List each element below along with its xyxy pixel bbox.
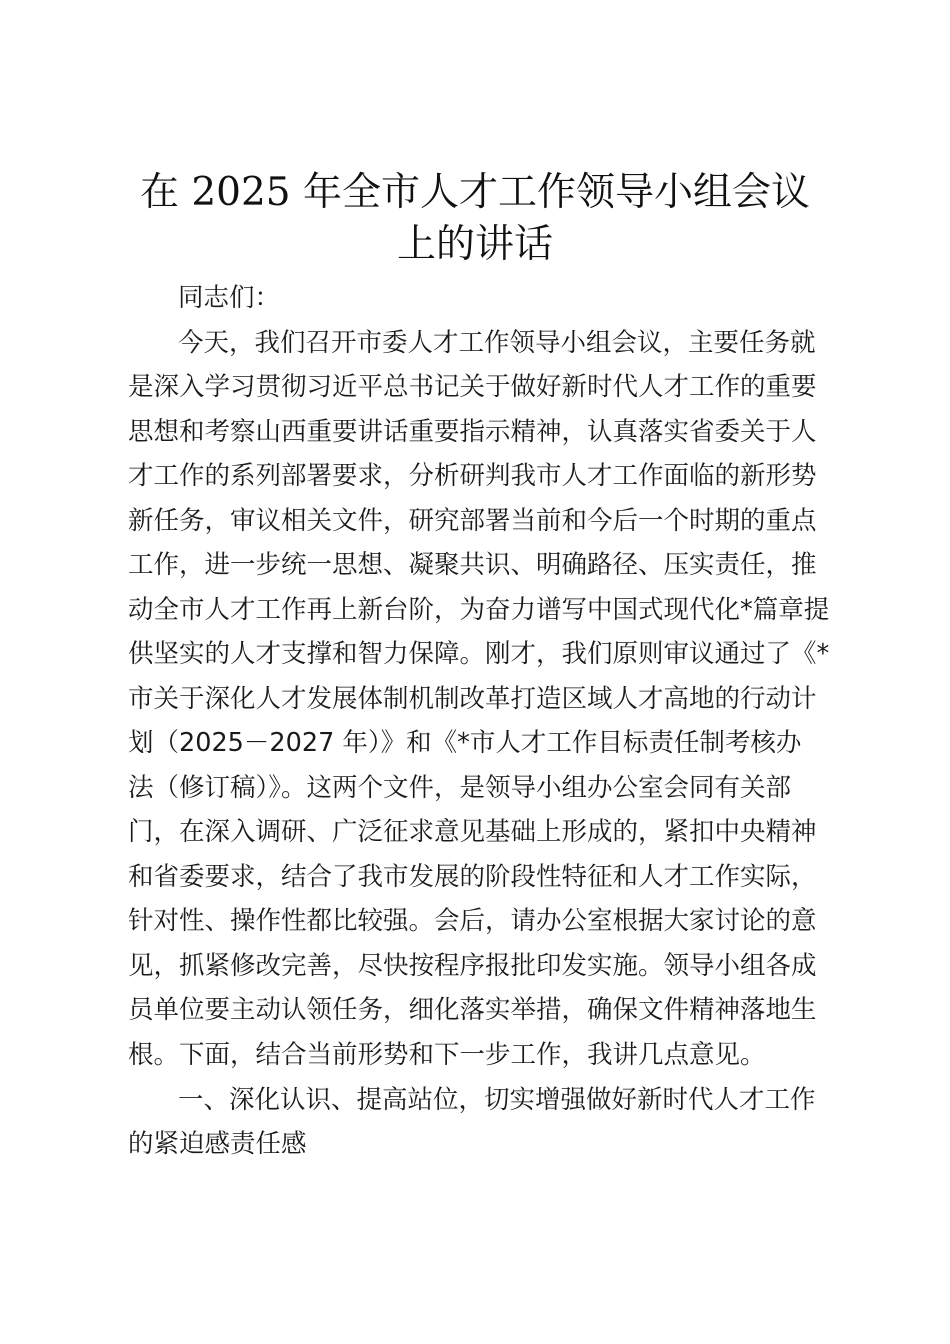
paragraph-1-line: 员单位要主动认领任务，细化落实举措，确保文件精神落地生 (128, 995, 817, 1025)
paragraph-1-line: 划（2025－2027 年）》和《*市人才工作目标责任制考核办 (128, 728, 802, 758)
document-title-line-2: 上的讲话 (396, 222, 553, 267)
paragraph-1-line: 市关于深化人才发展体制机制改革打造区域人才高地的行动计 (128, 684, 817, 714)
paragraph-1-line: 工作，进一步统一思想、凝聚共识、明确路径、压实责任，推 (128, 550, 817, 580)
paragraph-1-line: 动全市人才工作再上新台阶，为奋力谱写中国式现代化*篇章提 (128, 595, 830, 625)
paragraph-1-line: 法（修订稿）》。这两个文件，是领导小组办公室会同有关部 (128, 773, 792, 803)
document-title-line-1: 在 2025 年全市人才工作领导小组会议 (139, 170, 811, 215)
paragraph-1-line: 思想和考察山西重要讲话重要指示精神，认真落实省委关于人 (128, 417, 817, 447)
section-heading-line: 一、深化认识、提高站位，切实增强做好新时代人才工作 (178, 1085, 816, 1115)
salutation: 同志们： (178, 283, 281, 313)
paragraph-1-line: 才工作的系列部署要求，分析研判我市人才工作面临的新形势 (128, 461, 817, 491)
paragraph-1-line: 是深入学习贯彻习近平总书记关于做好新时代人才工作的重要 (128, 372, 817, 402)
paragraph-1-line: 新任务，审议相关文件，研究部署当前和今后一个时期的重点 (128, 506, 817, 536)
paragraph-1-line: 门，在深入调研、广泛征求意见基础上形成的，紧扣中央精神 (128, 817, 817, 847)
paragraph-1-line: 供坚实的人才支撑和智力保障。刚才，我们原则审议通过了《* (128, 639, 830, 669)
paragraph-1-line: 见，抓紧修改完善，尽快按程序报批印发实施。领导小组各成 (128, 951, 817, 981)
paragraph-1-line: 针对性、操作性都比较强。会后，请办公室根据大家讨论的意 (128, 906, 817, 936)
paragraph-1-line: 今天，我们召开市委人才工作领导小组会议，主要任务就 (178, 328, 816, 358)
section-heading-line: 的紧迫感责任感 (128, 1129, 307, 1159)
paragraph-1-line: 和省委要求，结合了我市发展的阶段性特征和人才工作实际， (128, 862, 817, 892)
paragraph-1-line: 根。下面，结合当前形势和下一步工作，我讲几点意见。 (128, 1040, 766, 1070)
